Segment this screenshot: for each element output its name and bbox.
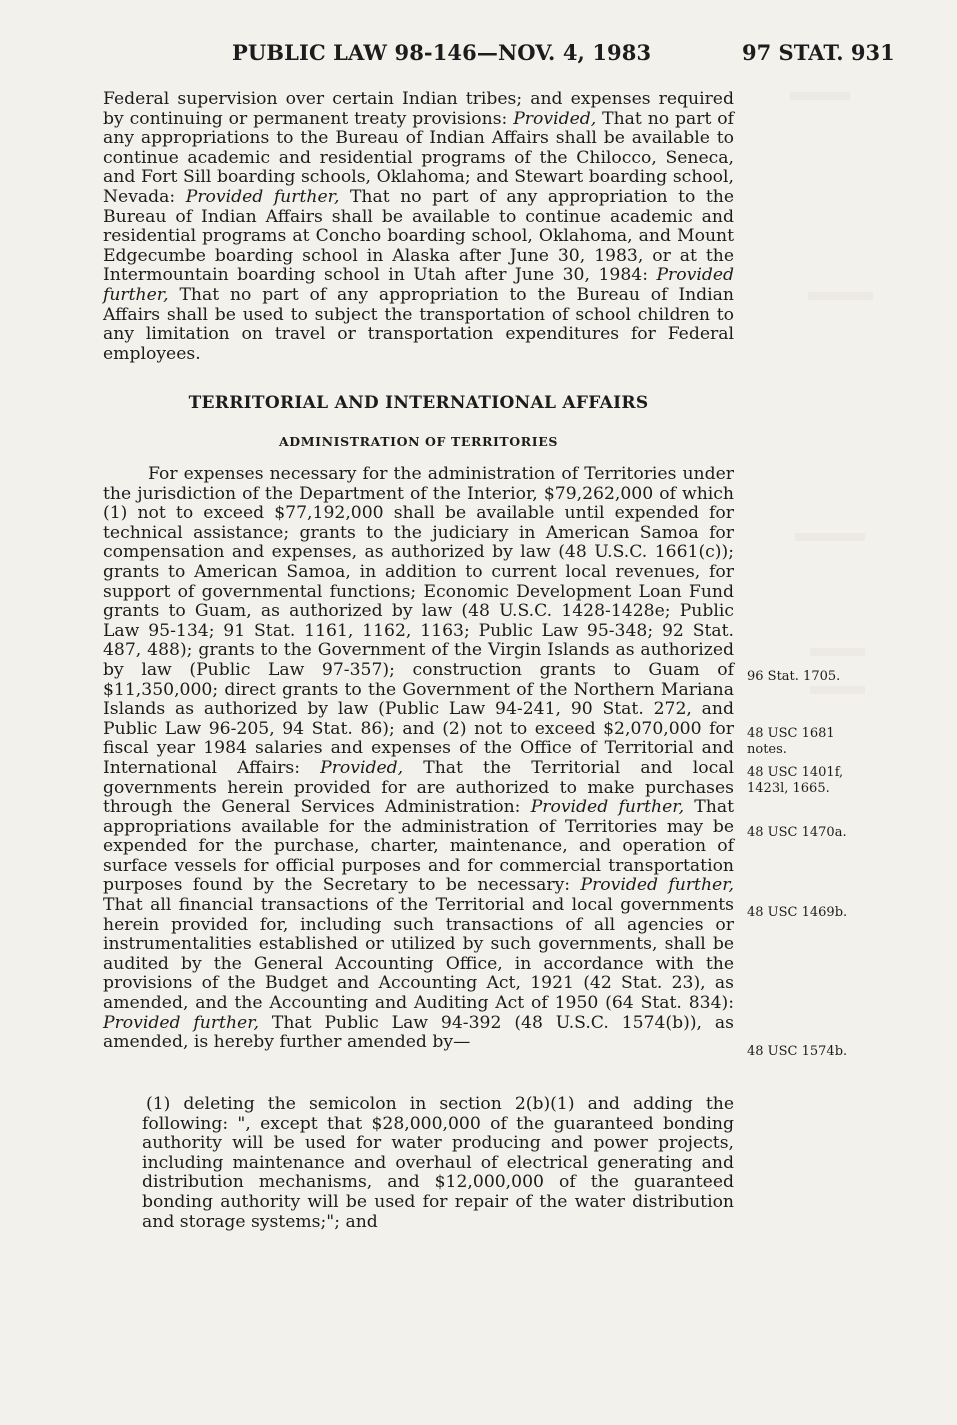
margin-note-line: notes. [747,742,787,757]
paragraph-text: That Public Law 94-392 (48 U.S.C. 1574(b)), as amended, is hereby further amended by— [103,1012,734,1053]
proviso-italic: Provided further, [185,186,340,207]
paragraph-text: Federal supervision over certain Indian tribes; and expenses required by continuing or permanent treaty provisions: [103,89,734,129]
show-through-mark [810,648,865,656]
margin-note-citation: 48 USC 1469b. [747,905,848,920]
proviso-italic: Provided further, [530,797,685,818]
margin-note-line: 48 USC 1681 [747,726,835,741]
body-paragraph-indian-affairs [103,90,734,364]
margin-note-citation [747,726,907,758]
paragraph-text: For expenses necessary for the administration of Territories under the jurisdiction of the Department of the Interior, $79,262,000 of which (1) not to exceed $77,192,000 shall be available until expended for technical assistance; grants to the judiciary in American Samoa for compensation and expenses, as authorized by law (48 U.S.C. 1661(c)); grants to American Samoa, in addition to current local revenues, for support of governmental functions; Economic Development Loan Fund grants to Guam, as authorized by law (48 U.S.C. 1428-1428e; Public Law 95-134; 91 Stat. 1161, 1162, 1163; Public Law 95-348; 92 Stat. 487, 488); grants to the Government of the Virgin Islands as authorized by law (Public Law 97-357); construction grants to Guam of $11,350,000; direct grants to the Government of the Northern Mariana Islands as authorized by law (Public Law 94-241, 90 Stat. 272, and Public Law 96-205, 94 Stat. 86); and (2) not to exceed $2,070,000 for fiscal year 1984 salaries and expenses of the Office of Territorial and International Affairs: [103,464,734,778]
proviso-italic: Provided further, [580,875,734,896]
show-through-mark [790,92,850,100]
proviso-italic: Provided further, [103,1012,259,1033]
body-paragraph-territories [103,465,734,1053]
margin-note-citation: 48 USC 1574b. [747,1044,848,1059]
show-through-mark [808,292,873,300]
margin-note-citation: 48 USC 1470a. [747,825,847,840]
paragraph-text: That appropriations available for the administration of Territories may be expended for the purchase, charter, maintenance, and operation of surface vessels for official purposes and for commercial transportation purposes found by the Secretary to be necessary: [103,797,734,896]
paragraph-text: That the Territorial and local governments herein provided for are authorized to make purchases through the General Services Administration: [103,757,734,818]
show-through-mark [810,686,865,694]
proviso-italic: Provided, [320,757,404,778]
section-heading: TERRITORIAL AND INTERNATIONAL AFFAIRS [188,393,649,413]
page-stat-number: 97 STAT. 931 [742,40,895,65]
paragraph-text: That no part of any appropriation to the Bureau of Indian Affairs shall be used to subject the transportation of school children to any limitation on travel or transportation expenditures for Federal employees. [103,284,734,364]
proviso-italic: Provided, [513,108,597,129]
section-subheading: ADMINISTRATION OF TERRITORIES [279,434,558,449]
amendment-list-item: (1) deleting the semicolon in section 2(b)(1) and adding the following: ", except that $28,000,000 of the guaranteed bonding authority will be used for water producing and power projects, including maintenance and overhaul of electrical generating and distribution mechanisms, and $12,000,000 of the guaranteed bonding authority will be used for repair of the water distribution and storage systems;"; and [142,1094,734,1232]
margin-note-line: 1423l, 1665. [747,781,830,796]
running-header-title: PUBLIC LAW 98-146—NOV. 4, 1983 [232,40,652,65]
paragraph-text: That all financial transactions of the Territorial and local governments herein provided for, including such transactions of all agencies or instrumentalities established or utilized by such governments, shall be audited by the General Accounting Office, in accordance with the provisions of the Budget and Accounting Act, 1921 (42 Stat. 23), as amended, and the Accounting and Auditing Act of 1950 (64 Stat. 834): [103,895,734,1014]
margin-note-line: 48 USC 1401f, [747,765,844,780]
proviso-italic: Provided further, [103,265,734,305]
paragraph-text: That no part of any appropriation to the Bureau of Indian Affairs shall be available to continue academic and residential programs at Concho boarding school, Oklahoma, and Mount Edgecumbe boarding school in Alaska after June 30, 1983, or at the Intermountain boarding school in Utah after June 30, 1984: [103,186,735,286]
paragraph-text: That no part of any appropriations to the Bureau of Indian Affairs shall be available to continue academic and residential programs of the Chilocco, Seneca, and Fort Sill boarding schools, Oklahoma; and Stewart boarding school, Nevada: [103,108,734,207]
margin-note-citation: 96 Stat. 1705. [747,669,841,684]
margin-note-citation [747,765,907,797]
show-through-mark [795,533,865,541]
